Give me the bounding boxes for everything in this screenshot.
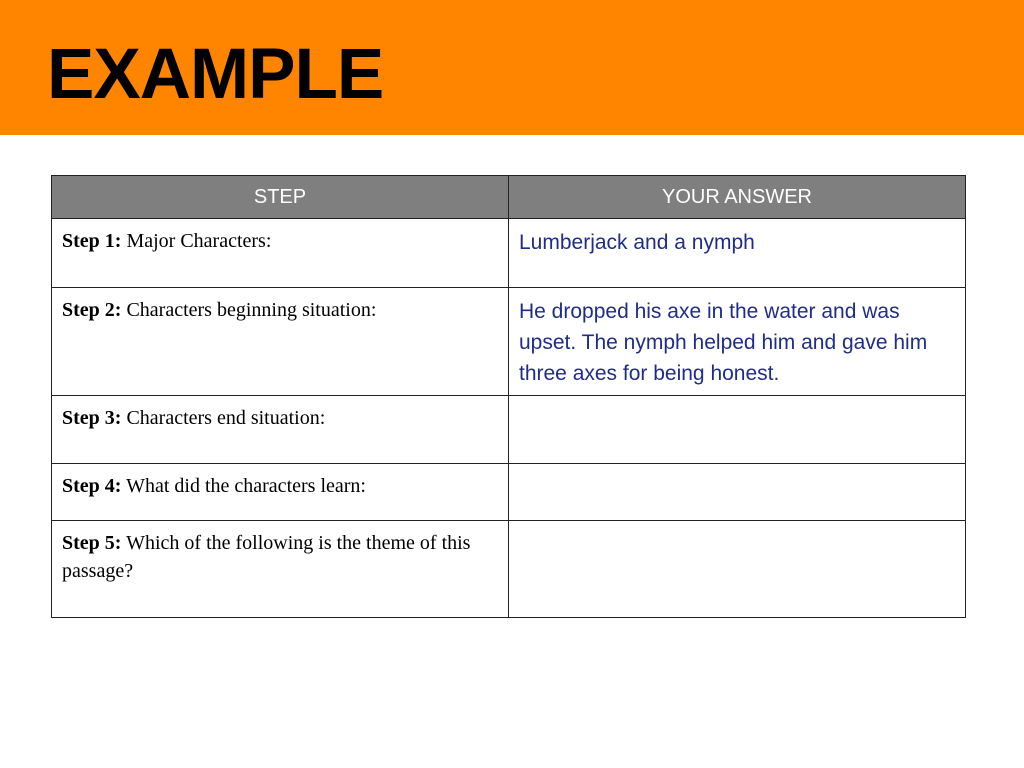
header-step: STEP [52,176,509,219]
answer-cell [509,396,966,464]
table-header-row [52,176,966,219]
step-cell [52,396,509,464]
header-your-answer: YOUR ANSWER [509,176,966,219]
table-row [52,396,966,464]
answer-cell [509,464,966,521]
step-cell [52,219,509,288]
step-cell [52,521,509,618]
step-prompt: Which of the following is the theme of this passage? [62,532,471,582]
title-banner [0,0,1024,135]
slide-title: EXAMPLE [47,35,384,114]
table-row [52,464,966,521]
answer-cell: Lumberjack and a nymph [509,219,966,288]
step-prompt: Characters beginning situation: [126,299,377,321]
step-prompt: Major Characters: [126,230,272,252]
steps-table [51,175,966,618]
answer-cell: He dropped his axe in the water and was upset. The nymph helped him and gave him three axes for being honest. [509,288,966,396]
step-label: Step 4: [62,475,122,497]
step-label: Step 2: [62,299,122,321]
step-label: Step 5: [62,532,122,554]
answer-cell [509,521,966,618]
table-row [52,521,966,618]
step-cell [52,464,509,521]
step-prompt: Characters end situation: [126,407,326,429]
step-prompt: What did the characters learn: [126,475,366,497]
step-label: Step 3: [62,407,122,429]
step-label: Step 1: [62,230,122,252]
step-cell [52,288,509,396]
table-row [52,219,966,288]
table-row [52,288,966,396]
